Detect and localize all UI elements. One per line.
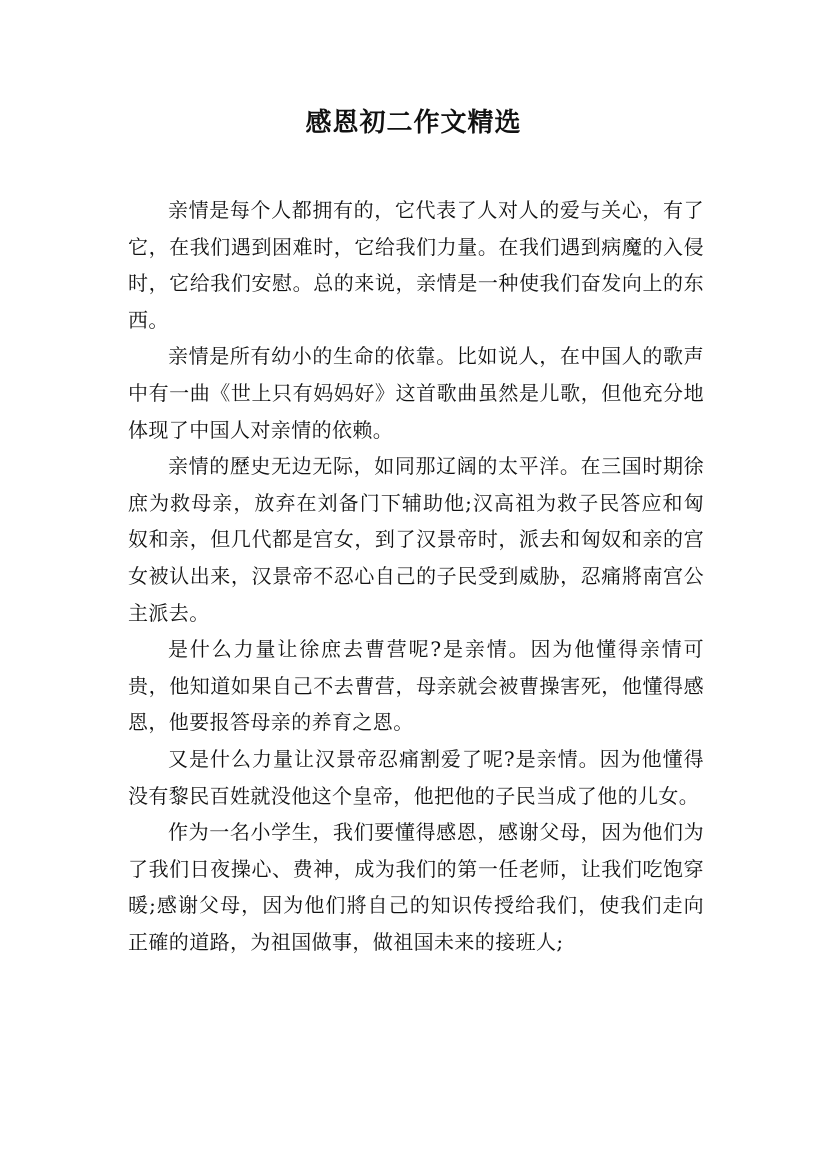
paragraph-1: 亲情是每个人都拥有的，它代表了人对人的爱与关心，有了它，在我们遇到困难时，它给我们力量。在我们遇到病魔的入侵时，它给我们安慰。总的来说，亲情是一种使我们奋发向上的东西。 bbox=[128, 198, 704, 332]
paragraph-5: 又是什么力量让汉景帝忍痛割爱了呢?是亲情。因为他懂得没有黎民百姓就没他这个皇帝，他把他的子民当成了他的儿女。 bbox=[128, 746, 704, 808]
document-body bbox=[128, 192, 704, 960]
paragraph-6: 作为一名小学生，我们要懂得感恩，感谢父母，因为他们为了我们日夜操心、费神，成为我们的第一任老师，让我们吃饱穿暖;感谢父母，因为他们將自己的知识传授给我们，使我们走向正確的道路，为祖国做事，做祖国未来的接班人; bbox=[128, 820, 704, 954]
paragraph-4: 是什么力量让徐庶去曹营呢?是亲情。因为他懂得亲情可贵，他知道如果自己不去曹营，母亲就会被曹操害死，他懂得感恩，他要报答母亲的养育之恩。 bbox=[128, 637, 704, 735]
document-title: 感恩初二作文精选 bbox=[305, 108, 522, 138]
paragraph-3: 亲情的歷史无边无际，如同那辽阔的太平洋。在三国时期徐庶为救母亲，放弃在刘备门下辅助他;汉高祖为救子民答应和匈奴和亲，但几代都是宫女，到了汉景帝时，派去和匈奴和亲的宫女被认出来，汉景帝不忍心自己的子民受到威胁，忍痛將南宫公主派去。 bbox=[128, 454, 704, 625]
paragraph-2: 亲情是所有幼小的生命的依靠。比如说人，在中国人的歌声中有一曲《世上只有妈妈好》这首歌曲虽然是儿歌，但他充分地体现了中国人对亲情的依赖。 bbox=[128, 344, 704, 442]
